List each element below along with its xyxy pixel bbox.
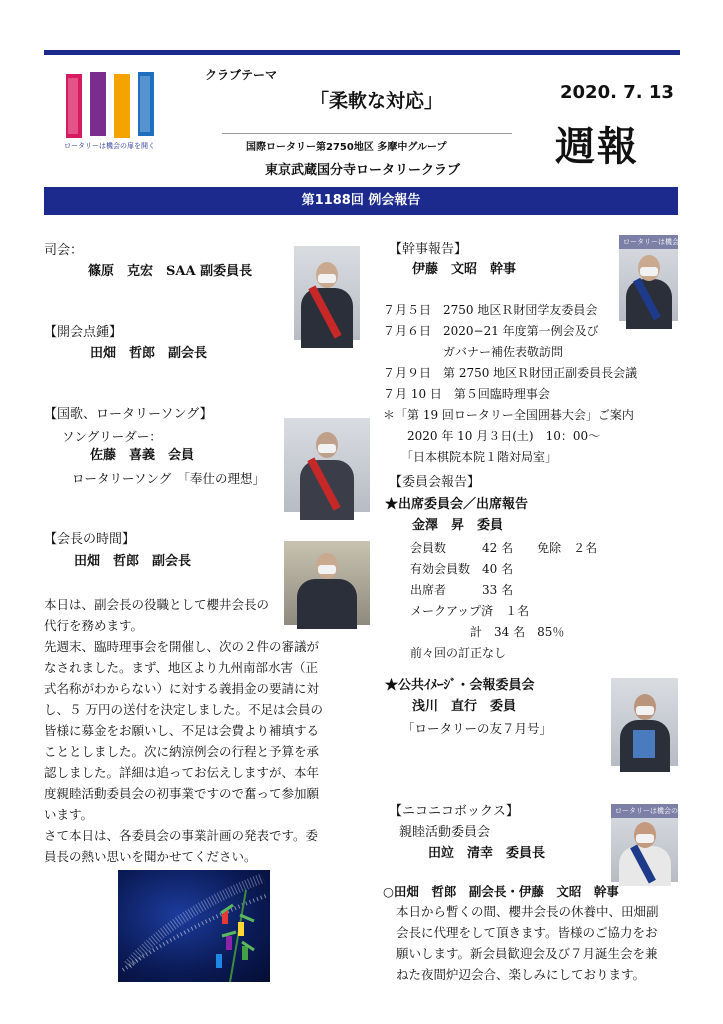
speech-line: います。 [44, 807, 94, 822]
president-speech [44, 594, 344, 867]
bell-name: 田畑 哲郎 副会長 [90, 346, 208, 361]
bell-heading: 【開会点鍾】 [44, 325, 123, 340]
secretary-heading: 【幹事報告】 [389, 242, 468, 257]
nico-line: 会長に代理をして頂きます。皆様のご協力をお [396, 925, 658, 940]
pr-name: 浅川 直行 委員 [412, 699, 517, 714]
top-rule [44, 50, 680, 55]
speech-line: なされました。まず、地区より九州南部水害（正 [44, 660, 319, 675]
logo-caption: ロータリーは機会の扉を開く [64, 142, 155, 150]
theme-divider [222, 133, 512, 134]
song-leader-label: ソングリーダー： [62, 429, 162, 444]
speech-line: 認しました。詳細は追ってお伝えしますが、本年 [44, 765, 320, 780]
pr-committee-heading: ★公共ｲﾒｰｼﾞ・会報委員会 [385, 678, 535, 693]
speech-line: 式名称がわからない）に対する義捐金の要請に対 [44, 681, 320, 696]
photo-pr [611, 678, 678, 766]
secretary-name: 伊藤 文昭 幹事 [412, 262, 517, 277]
secretary-report [383, 300, 637, 468]
photo-nico [611, 804, 685, 882]
report-line: ＊「第 19 回ロータリー全国囲碁大会」ご案内 [383, 408, 634, 422]
pr-text: 「ロータリーの友７月号」 [402, 721, 553, 736]
club-name: 東京武蔵国分寺ロータリークラブ [265, 163, 461, 178]
attendance-line: 有効会員数 40 名 [410, 562, 514, 576]
theme-label: クラブテーマ [205, 68, 278, 82]
nico-message [396, 901, 659, 985]
report-line: ７月６日 2020−21 年度第一例会及び [383, 324, 599, 338]
nico-line: ねた夜間炉辺会合、楽しみにしております。 [396, 967, 646, 982]
rotary-doors-logo [62, 68, 162, 148]
photo-mc [294, 246, 360, 340]
tanabata-illustration [118, 870, 270, 982]
meeting-report-band: 第1188回 例会報告 [44, 187, 678, 215]
attendance-line: メークアップ済 １名 [410, 604, 530, 618]
photo-banner-text: ロータリーは機会の扉 [611, 804, 678, 818]
attendance-line: 前々回の訂正なし [410, 646, 507, 660]
speech-line: し、５ 万円の送付を決定しました。不足は会員の [44, 702, 323, 717]
speech-line: 度親睦活動委員会の初事業ですので奮って参加願 [44, 786, 320, 801]
committee-heading: 【委員会報告】 [389, 475, 481, 490]
speech-line: 先週末、臨時理事会を開催し、次の２件の審議が [44, 639, 320, 654]
attendance-heading: ★出席委員会／出席報告 [385, 497, 529, 512]
nico-line: 本日から暫くの間、櫻井会長の休養中、田畑副 [396, 904, 659, 919]
president-name: 田畑 哲郎 副会長 [74, 554, 192, 569]
district-line: 国際ロータリー第2750地区 多摩中グループ [246, 142, 447, 153]
attendance-line: 出席者 33 名 [410, 583, 514, 597]
speech-line: さて本日は、各委員会の事業計画の発表です。委 [44, 828, 319, 843]
report-line: ７月５日 2750 地区Ｒ財団学友委員会 [383, 303, 598, 317]
nico-name: 田竝 清幸 委員長 [428, 846, 546, 861]
mc-name: 篠原 克宏 SAA 副委員長 [88, 264, 253, 279]
speech-line: 皆様に募金をお願いし、不足は会費より補填する [44, 723, 320, 738]
song-title: ロータリーソング 「奉仕の理想」 [72, 471, 266, 486]
report-line: 2020 年 10 月３日(土) 10：00～ [383, 429, 601, 443]
speech-line: 本日は、副会長の役職として櫻井会長の [44, 597, 270, 612]
speech-line: 員長の熱い思いを聞かせてください。 [44, 849, 257, 864]
song-leader-name: 佐藤 喜義 会員 [90, 448, 195, 463]
nico-heading: 【ニコニコボックス】 [389, 804, 519, 819]
nico-committee: 親睦活動委員会 [399, 825, 491, 840]
attendance-report [410, 538, 597, 664]
speech-line: 代行を務めます。 [44, 618, 144, 633]
report-line: ガバナー補佐表敬訪問 [383, 345, 564, 359]
report-line: ７月 10 日 第５回臨時理事会 [383, 387, 550, 401]
president-heading: 【会長の時間】 [44, 532, 136, 547]
club-theme: 「柔軟な対応」 [310, 90, 444, 112]
nico-from: ○田畑 哲郎 副会長・伊藤 文昭 幹事 [383, 884, 619, 899]
mc-heading: 司会： [44, 243, 84, 258]
song-heading: 【国歌、ロータリーソング】 [44, 407, 213, 422]
nico-line: 願いします。新会員歓迎会及び７月誕生会を兼 [396, 946, 658, 961]
issue-date: 2020. 7. 13 [560, 82, 674, 103]
weekly-title: 週報 [555, 124, 639, 170]
attendance-line: 計 34 名 85％ [410, 625, 565, 639]
attendance-line: 会員数 42 名 免除 ２名 [410, 541, 598, 555]
attendance-name: 金澤 昇 委員 [412, 518, 504, 533]
report-line: 「日本棋院本院１階対局室」 [383, 450, 558, 464]
report-line: ７月９日 第 2750 地区Ｒ財団正副委員長会議 [383, 366, 638, 380]
photo-song-leader [284, 418, 370, 512]
photo-banner-text: ロータリーは機会の [619, 235, 678, 249]
speech-line: こととしました。次に納涼例会の行程と予算を承 [44, 744, 320, 759]
